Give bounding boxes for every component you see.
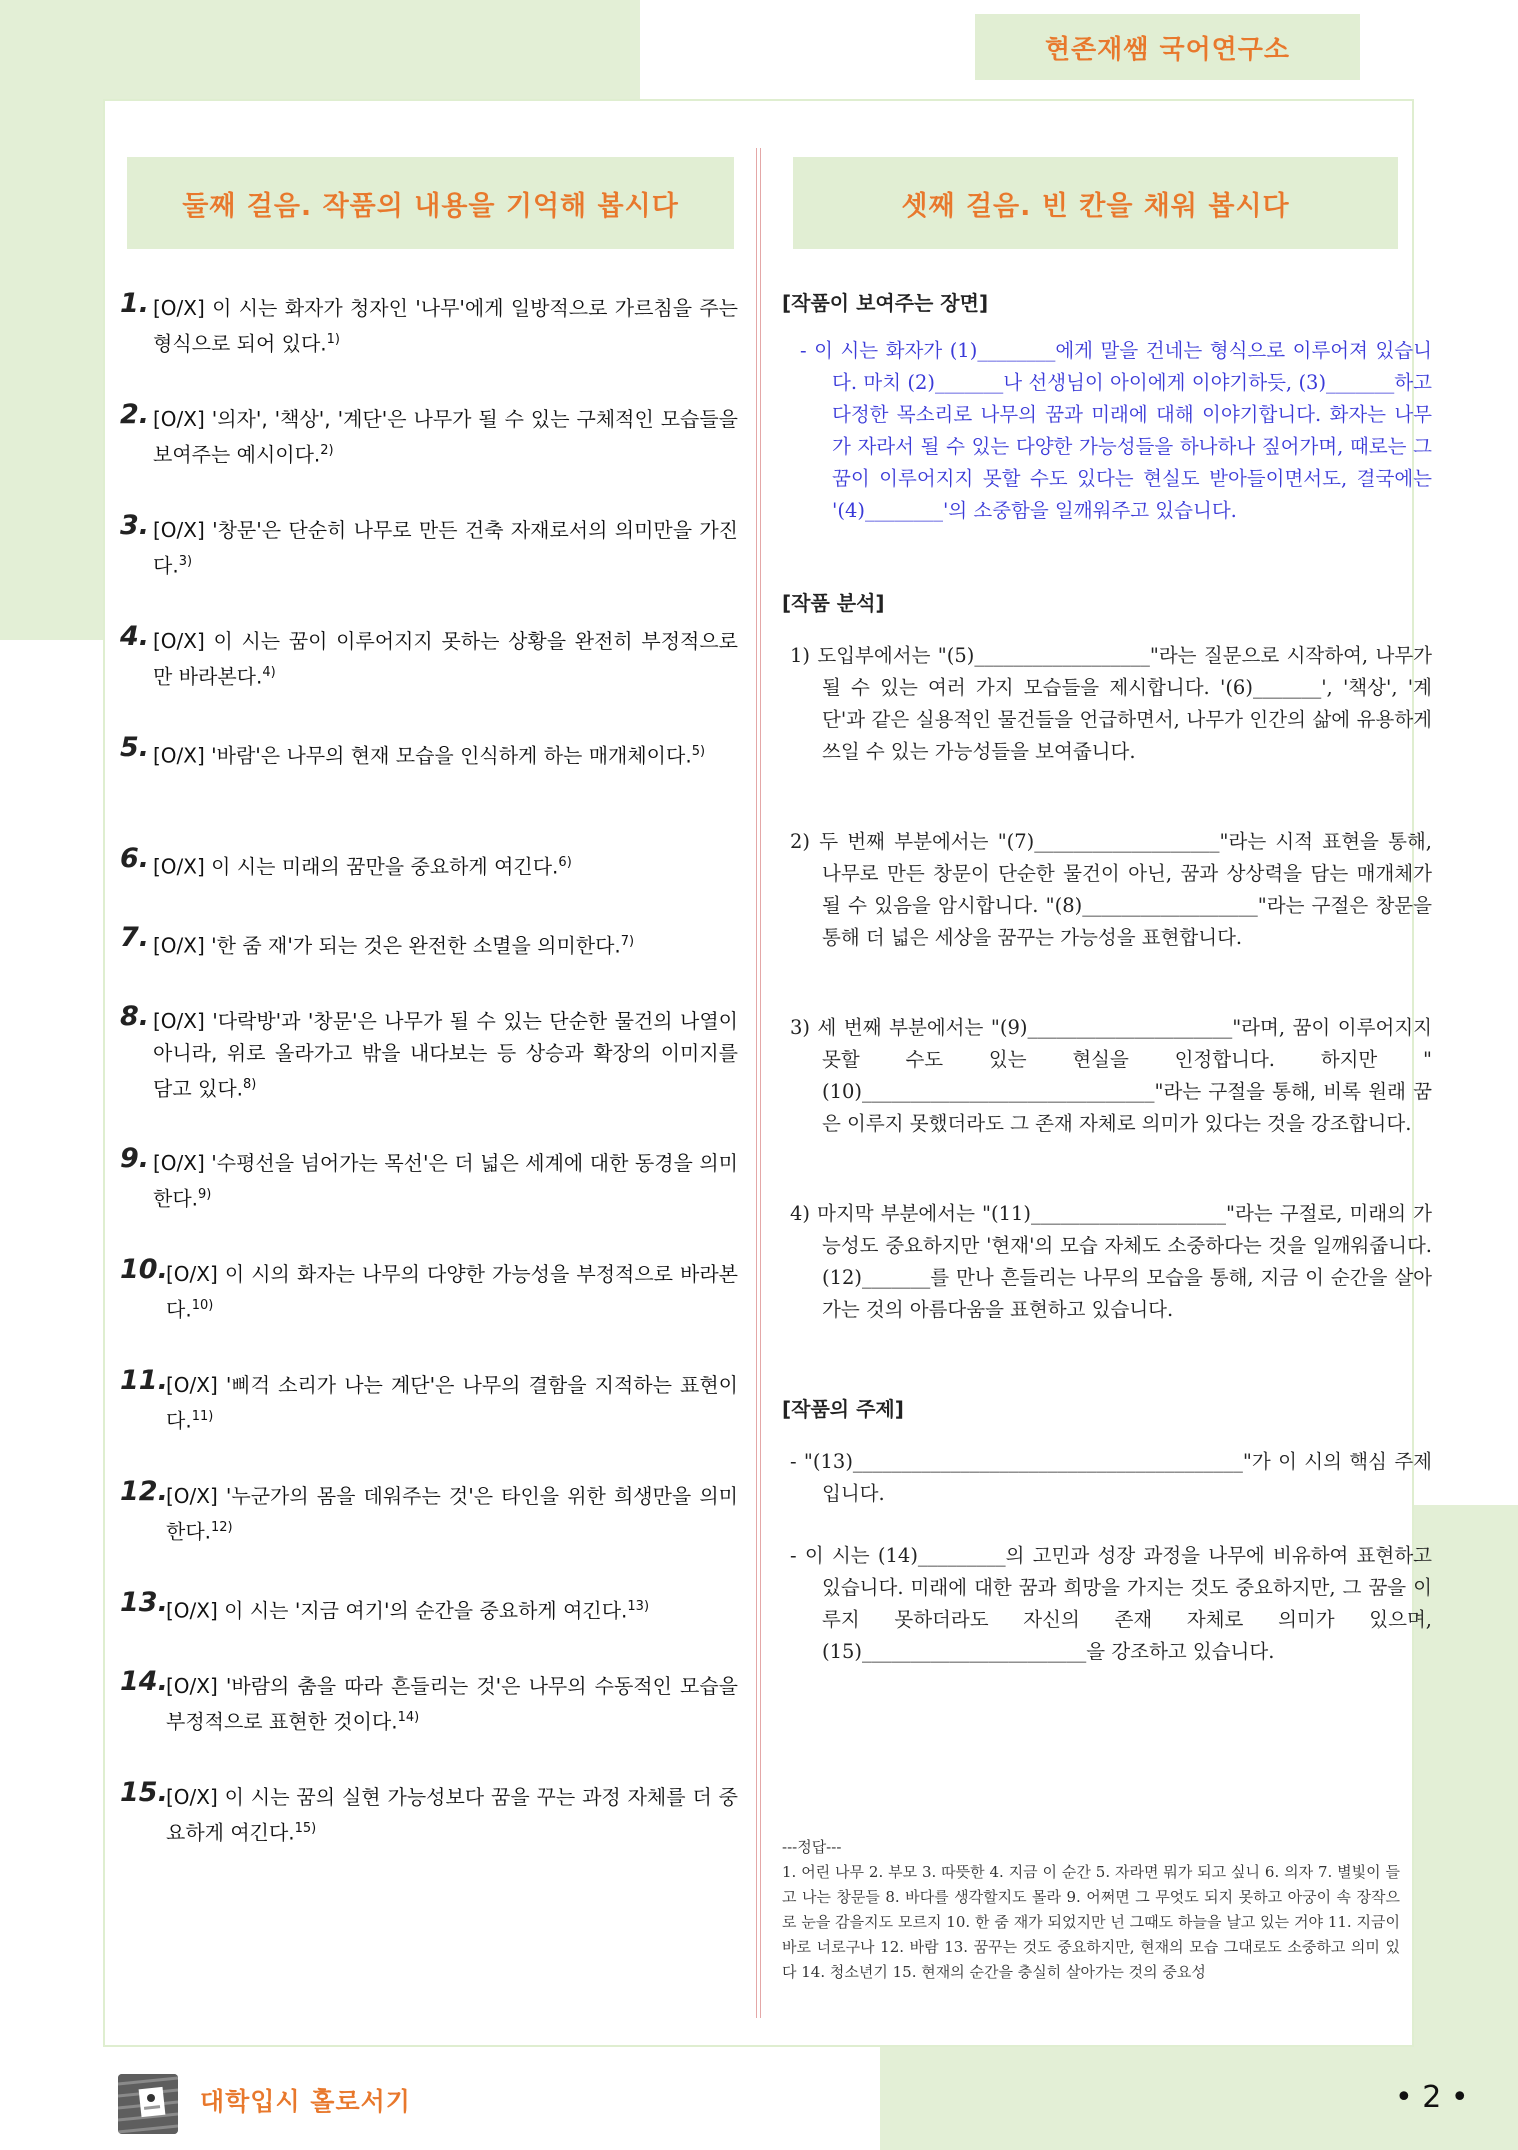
footnote-mark: 7): [620, 934, 635, 949]
question-number: 12.: [120, 1476, 168, 1507]
question-text: [O/X] '바람의 춤을 따라 흔들리는 것'은 나무의 수동적인 모습을 부정적으로 표현한 것이다.$^{14)}$: [166, 1674, 738, 1734]
brand-logo-icon: [118, 2074, 178, 2134]
question-item: [120, 621, 738, 693]
question-text: [O/X] '의자', '책상', '계단'은 나무가 될 수 있는 구체적인 모습들을 보여주는 예시이다.$^{2)}$: [153, 407, 738, 467]
question-text: [O/X] '창문'은 단순히 나무로 만든 건축 자재로서의 의미만을 가진다.$^{3)}$: [153, 518, 738, 578]
question-number: 6.: [120, 843, 150, 874]
question-number: 15.: [120, 1777, 168, 1808]
answer-key-text: 1. 어린 나무 2. 부모 3. 따뜻한 4. 지금 이 순간 5. 자라면 뭐가 되고 싶니 6. 의자 7. 별빛이 들고 나는 창문들 8. 바다를 생각할지도 몰라 9. 어쩌면 그 무엇도 되지 못하고 아궁이 속 장작으로 눈을 감을지도 모르지 10. 한 줌 재가 되었지만 넌 그때도 하늘을 날고 있는 거야 11. 지금이 바로 너로구나 12. 바람 13. 꿈꾸는 것도 중요하지만, 현재의 모습 그대로도 소중하고 의미 있다 14. 청소년기 15. 현재의 순간을 충실히 살아가는 것의 중요성: [782, 1863, 1400, 1981]
question-text: [O/X] '바람'은 나무의 현재 모습을 인식하게 하는 매개체이다.$^{5)}$: [153, 743, 706, 768]
question-text: [O/X] 이 시는 미래의 꿈만을 중요하게 여긴다.$^{6)}$: [153, 854, 572, 879]
question-item: [120, 510, 738, 582]
question-item: [120, 1254, 738, 1326]
question-item: [120, 1476, 738, 1548]
question-number: 14.: [120, 1666, 168, 1697]
question-number: 2.: [120, 399, 150, 430]
question-number: 8.: [120, 1001, 150, 1032]
question-item: [120, 1587, 738, 1627]
question-number: 10.: [120, 1254, 168, 1285]
footnote-mark: 5): [691, 744, 706, 759]
question-item: [120, 288, 738, 360]
footnote-mark: 8): [243, 1077, 257, 1092]
column-divider: [756, 148, 761, 2018]
footnote-mark: 15): [294, 1821, 317, 1836]
question-item: [120, 732, 738, 772]
footnote-mark: 12): [211, 1520, 233, 1535]
question-text: [O/X] 이 시는 화자가 청자인 '나무'에게 일방적으로 가르침을 주는 형식으로 되어 있다.$^{1)}$: [153, 296, 738, 356]
question-text: [O/X] '한 줌 재'가 되는 것은 완전한 소멸을 의미한다.$^{7)}$: [153, 933, 635, 958]
theme-heading: [작품의 주제]: [782, 1397, 904, 1421]
question-text: [O/X] 이 시의 화자는 나무의 다양한 가능성을 부정적으로 바라본다.$^{10)}$: [166, 1262, 738, 1322]
footnote-mark: 3): [178, 554, 193, 569]
page-number: • 2 •: [1395, 2080, 1469, 2115]
question-number: 13.: [120, 1587, 168, 1618]
footnote-mark: 13): [627, 1599, 650, 1614]
question-number: 3.: [120, 510, 150, 541]
footnote-mark: 14): [397, 1710, 420, 1725]
question-number: 7.: [120, 922, 150, 953]
question-item: [120, 1365, 738, 1437]
footnote-mark: 4): [262, 665, 276, 680]
question-item: [120, 1666, 738, 1738]
question-text: [O/X] '수평선을 넘어가는 목선'은 더 넓은 세계에 대한 동경을 의미한다.$^{9)}$: [153, 1151, 738, 1211]
scene-heading: [작품이 보여주는 장면]: [782, 291, 989, 315]
question-number: 1.: [120, 288, 150, 319]
question-text: [O/X] 이 시는 꿈이 이루어지지 못하는 상황을 완전히 부정적으로만 바라본다.$^{4)}$: [153, 629, 738, 689]
theme-paragraph-1: - "(13)________________________________________"가 이 시의 핵심 주제입니다.: [790, 1450, 1432, 1505]
question-item: [120, 399, 738, 471]
answer-key-title: ---정답---: [782, 1838, 842, 1856]
left-section-title: 둘째 걸음. 작품의 내용을 기억해 봅시다: [127, 157, 734, 249]
header-tag: 현존재쌤 국어연구소: [975, 14, 1360, 80]
question-text: [O/X] 이 시는 꿈의 실현 가능성보다 꿈을 꾸는 과정 자체를 더 중요하게 여긴다.$^{15)}$: [166, 1785, 738, 1845]
footnote-mark: 1): [326, 332, 340, 347]
question-text: [O/X] '삐걱 소리가 나는 계단'은 나무의 결함을 지적하는 표현이다.$^{11)}$: [166, 1373, 738, 1433]
question-number: 9.: [120, 1143, 150, 1174]
analysis-paragraph-1: 1) 도입부에서는 "(5)__________________"라는 질문으로 시작하여, 나무가 될 수 있는 여러 가지 모습들을 제시합니다. '(6)_______', '책상', '계단'과 같은 실용적인 물건들을 언급하면서, 나무가 인간의 삶에 유용하게 쓰일 수 있는 가능성들을 보여줍니다.: [790, 644, 1432, 763]
question-item: [120, 1777, 738, 1849]
question-item: [120, 922, 738, 962]
question-text: [O/X] 이 시는 '지금 여기'의 순간을 중요하게 여긴다.$^{13)}$: [166, 1598, 650, 1623]
question-number: 4.: [120, 621, 150, 652]
analysis-heading: [작품 분석]: [782, 591, 885, 615]
question-item: [120, 843, 738, 883]
question-number: 11.: [120, 1365, 168, 1396]
scene-paragraph: - 이 시는 화자가 (1)________에게 말을 건네는 형식으로 이루어져 있습니다. 마치 (2)_______나 선생님이 아이에게 이야기하듯, (3)_______하고 다정한 목소리로 나무의 꿈과 미래에 대해 이야기합니다. 화자는 나무가 자라서 될 수 있는 다양한 가능성들을 하나하나 짚어가며, 때로는 그 꿈이 이루어지지 못할 수도 있다는 현실도 받아들이면서도, 결국에는 '(4)________'의 소중함을 일깨워주고 있습니다.: [800, 339, 1432, 522]
analysis-paragraph-2: 2) 두 번째 부분에서는 "(7)___________________"라는 시적 표현을 통해, 나무로 만든 창문이 단순한 물건이 아닌, 꿈과 상상력을 담는 매개체가 될 수 있음을 암시합니다. "(8)__________________"라는 구절은 창문을 통해 더 넓은 세상을 꿈꾸는 가능성을 표현합니다.: [790, 830, 1432, 949]
question-text: [O/X] '다락방'과 '창문'은 나무가 될 수 있는 단순한 물건의 나열이 아니라, 위로 올라가고 밖을 내다보는 등 상승과 확장의 이미지를 담고 있다.$^{8)}$: [153, 1009, 738, 1101]
question-number: 5.: [120, 732, 150, 763]
analysis-paragraph-4: 4) 마지막 부분에서는 "(11)____________________"라는 구절로, 미래의 가능성도 중요하지만 '현재'의 모습 자체도 소중하다는 것을 일깨워줍니다. (12)_______를 만나 흔들리는 나무의 모습을 통해, 지금 이 순간을 살아가는 것의 아름다움을 표현하고 있습니다.: [790, 1202, 1432, 1321]
question-text: [O/X] '누군가의 몸을 데워주는 것'은 타인을 위한 희생만을 의미한다.$^{12)}$: [166, 1484, 738, 1544]
analysis-paragraph-3: 3) 세 번째 부분에서는 "(9)_____________________"라며, 꿈이 이루어지지 못할 수도 있는 현실을 인정합니다. 하지만 "(10)______________________________"라는 구절을 통해, 비록 원래 꿈은 이루지 못했더라도 그 존재 자체로 의미가 있다는 것을 강조합니다.: [790, 1016, 1432, 1135]
footnote-mark: 6): [558, 855, 572, 870]
question-item: [120, 1001, 738, 1105]
footer-brand: 대학입시 홀로서기: [200, 2087, 411, 2116]
answer-key: [782, 1835, 1400, 1985]
footnote-mark: 2): [320, 443, 334, 458]
footnote-mark: 9): [198, 1187, 212, 1202]
question-item: [120, 1143, 738, 1215]
theme-paragraph-2: - 이 시는 (14)_________의 고민과 성장 과정을 나무에 비유하여 표현하고 있습니다. 미래에 대한 꿈과 희망을 가지는 것도 중요하지만, 그 꿈을 이루지 못하더라도 자신의 존재 자체로 의미가 있으며, (15)_______________________을 강조하고 있습니다.: [790, 1544, 1432, 1663]
footnote-mark: 10): [191, 1298, 214, 1313]
footnote-mark: 11): [191, 1409, 214, 1424]
right-section-title: 셋째 걸음. 빈 칸을 채워 봅시다: [793, 157, 1398, 249]
